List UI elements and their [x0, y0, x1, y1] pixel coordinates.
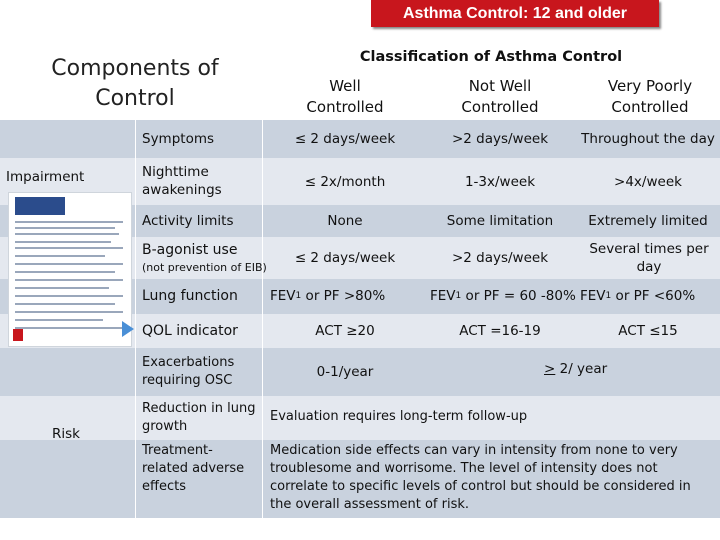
cell-exacerbations-other: > 2/ year	[544, 361, 608, 377]
row-label-activity: Activity limits	[142, 213, 234, 229]
column-divider	[135, 120, 136, 518]
cell-nighttime-well: ≤ 2x/month	[304, 174, 386, 190]
row-label-symptoms: Symptoms	[142, 131, 215, 147]
arrow-right-icon	[122, 321, 134, 337]
row-label-exacerbations: Exacerbations requiring OSC	[142, 355, 235, 388]
cell-symptoms-very-poorly: Throughout the day	[581, 131, 715, 147]
cell-qol-well: ACT ≥20	[315, 323, 375, 339]
cell-bagonist-well: ≤ 2 days/week	[294, 250, 396, 266]
column-header-not-well: Not Well Controlled	[461, 77, 539, 116]
column-header-very-poorly: Very Poorly Controlled	[607, 77, 693, 116]
row-note-bagonist: (not prevention of EIB)	[142, 261, 267, 274]
cell-exacerbations-well: 0-1/year	[316, 364, 374, 380]
cell-qol-not-well: ACT =16-19	[459, 323, 541, 339]
row-label-reduction: Reduction in lung growth	[142, 401, 256, 434]
cell-symptoms-not-well: >2 days/week	[451, 131, 549, 147]
cell-bagonist-very-poorly: Several times per day	[589, 241, 709, 275]
cell-qol-very-poorly: ACT ≤15	[618, 323, 678, 339]
risk-label: Risk	[52, 426, 80, 442]
row-label-qol: QOL indicator	[142, 323, 238, 339]
cell-activity-very-poorly: Extremely limited	[588, 213, 708, 229]
cell-activity-well: None	[327, 213, 363, 229]
column-header-well: Well Controlled	[306, 77, 384, 116]
classification-title: Classification of Asthma Control	[359, 48, 623, 65]
cell-lung-not-well: FEV 1 or PF = 60 -80%	[430, 288, 576, 304]
cell-reduction-text: Evaluation requires long-term follow-up	[270, 409, 528, 424]
row-label-treatment: Treatment-related adverse effects	[142, 443, 245, 494]
cell-activity-not-well: Some limitation	[446, 213, 554, 229]
row-label-lung: Lung function	[142, 288, 238, 304]
cell-symptoms-well: ≤ 2 days/week	[294, 131, 396, 147]
page-title: Asthma Control: 12 and older	[371, 0, 659, 27]
components-title: Components of Control	[51, 56, 219, 111]
column-divider	[262, 40, 263, 518]
asthma-control-test-document-icon	[8, 192, 132, 347]
row-label-bagonist: B-agonist use	[142, 242, 238, 258]
impairment-label: Impairment	[6, 169, 85, 185]
cell-nighttime-very-poorly: >4x/week	[614, 174, 682, 190]
cell-lung-well: FEV 1 or PF >80%	[270, 288, 386, 304]
cell-bagonist-not-well: >2 days/week	[451, 250, 549, 266]
row-label-nighttime: Nighttime awakenings	[142, 164, 222, 198]
cell-treatment-text: Medication side effects can vary in intensity from none to very troublesome and worrisome. The level of intensity does not correlate to specific levels of control but should be considered in the overall assessment of risk.	[270, 443, 691, 512]
cell-nighttime-not-well: 1-3x/week	[464, 174, 536, 190]
cell-lung-very-poorly: FEV 1 or PF <60%	[580, 288, 696, 304]
